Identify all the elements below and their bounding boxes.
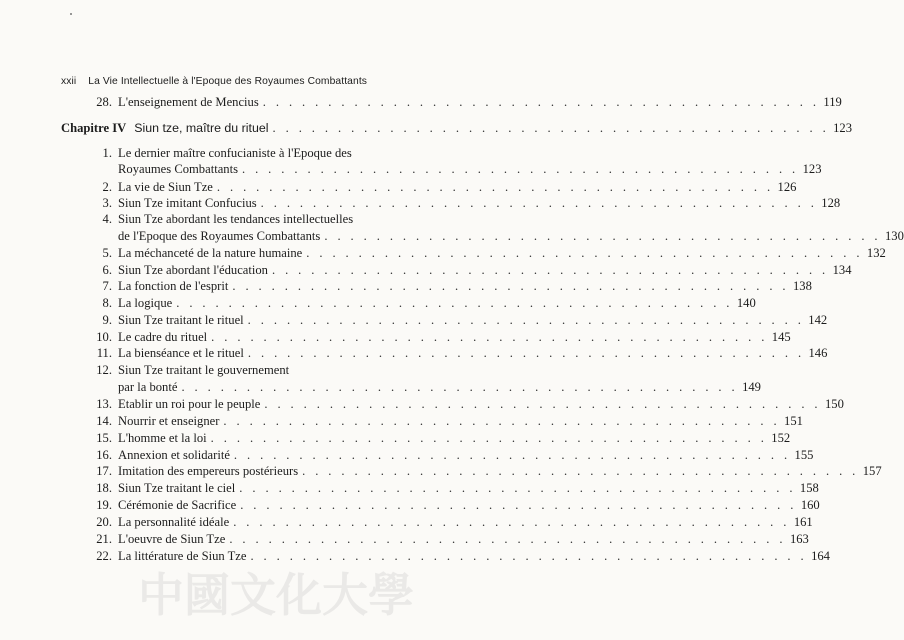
dot-leader: . . . . . . . . . . . . . . . . . . . . . . . . . . . . . . . . . . . . . . . . . . . (324, 229, 881, 243)
toc-entry-1 (102, 146, 391, 162)
toc-entry-title: Royaumes Combattants (118, 162, 238, 176)
toc-entry-page: 151 (784, 414, 803, 428)
dot-leader: . . . . . . . . . . . . . . . . . . . . . . . . . . . . . . . . . . . . . . . . . . . (210, 431, 768, 445)
header-running-title: La Vie Intellectuelle à l'Epoque des Royaumes Combattants (88, 76, 368, 87)
toc-entry-number: 7. (102, 279, 112, 293)
dot-leader: . . . . . . . . . . . . . . . . . . . . . . . . . . . . . . . . . . . . . . . . . . . (264, 397, 821, 411)
toc-entry-title: La personnalité idéale (118, 515, 230, 529)
dot-leader: . . . . . . . . . . . . . . . . . . . . . . . . . . . . . . . . . . . . . . . . . . . (223, 414, 781, 428)
toc-entry-13 (96, 397, 844, 413)
dot-leader: . . . . . . . . . . . . . . . . . . . . . . . . . . . . . . . . . . . . . . . . . . . (250, 549, 808, 563)
toc-entry-4 (102, 212, 391, 228)
dot-leader: . . . . . . . . . . . . . . . . . . . . . . . . . . . . . . . . . . . . . . . . . . . (241, 162, 799, 176)
toc-entry-title: L'oeuvre de Siun Tze (118, 532, 226, 546)
dot-leader: . . . . . . . . . . . . . . . . . . . . . . . . . . . . . . . . . . . . . . . . . . . (233, 515, 790, 529)
toc-entry-title: Imitation des empereurs postérieurs (118, 464, 299, 478)
dot-leader: . . . . . . . . . . . . . . . . . . . . . . . . . . . . . . . . . . . . . . . . . . . (239, 481, 796, 495)
toc-entry-20 (96, 515, 813, 531)
toc-entry-12 (96, 363, 391, 379)
toc-entry-5 (102, 246, 886, 262)
dot-leader: . . . . . . . . . . . . . . . . . . . . . . . . . . . . . . . . . . . . . . . . . . . (240, 498, 797, 512)
toc-entry-number: 28. (96, 95, 112, 109)
toc-entry-page: 150 (824, 397, 844, 411)
toc-entry-11 (96, 346, 828, 362)
toc-entry-18 (96, 481, 819, 497)
dot-leader: . . . . . . . . . . . . . . . . . . . . . . . . . . . . . . . . . . . . . . . . . . . (176, 296, 733, 310)
toc-entry-page: 161 (793, 515, 813, 529)
toc-entry-number: 10. (96, 330, 112, 344)
dot-leader: . . . . . . . . . . . . . . . . . . . . . . . . . . . . . . . . . . . . . . . . . . . (233, 448, 791, 462)
toc-entry-title: Etablir un roi pour le peuple (118, 397, 261, 411)
toc-entry-title: Cérémonie de Sacrifice (118, 498, 237, 512)
dot-leader: . . . . . . . . . . . . . . . . . . . . . . . . . . . . . . . . . . . . . . . . . . . (271, 263, 829, 277)
toc-entry-number: 17. (96, 464, 112, 478)
toc-entry-page: 152 (771, 431, 791, 445)
dot-leader: . . . . . . . . . . . . . . . . . . . . . . . . . . . . . . . . . . . . . . . . . . . (216, 180, 774, 194)
toc-entry-14 (96, 414, 803, 430)
toc-entry-number: 8. (102, 296, 112, 310)
toc-entry-number: 18. (96, 481, 112, 495)
toc-entry-title: La littérature de Siun Tze (118, 549, 247, 563)
dot-leader: . . . . . . . . . . . . . . . . . . . . . . . . . . . . . . . . . . . . . . . . . . . (262, 95, 820, 109)
toc-entry-title: Nourrir et enseigner (118, 414, 220, 428)
ink-speck (70, 13, 72, 15)
chapter-label: Chapitre IV (61, 121, 127, 135)
toc-entry-page: 132 (866, 246, 886, 260)
dot-leader: . . . . . . . . . . . . . . . . . . . . . . . . . . . . . . . . . . . . . . . . . . . (302, 464, 859, 478)
toc-entry-page: 130 (884, 229, 904, 243)
toc-entry-page: 145 (771, 330, 791, 344)
toc-entry-15 (96, 431, 791, 447)
toc-entry-page: 138 (792, 279, 812, 293)
toc-entry-page: 149 (742, 380, 761, 394)
toc-entry-title: Siun Tze imitant Confucius (118, 196, 257, 210)
toc-entry-page: 146 (808, 346, 828, 360)
dot-leader: . . . . . . . . . . . . . . . . . . . . . . . . . . . . . . . . . . . . . . . . . . . (247, 313, 805, 327)
toc-entry-12-continued (118, 380, 761, 396)
toc-entry-page: 128 (821, 196, 841, 210)
toc-entry-number: 3. (102, 196, 112, 210)
toc-entry-title: La fonction de l'esprit (118, 279, 229, 293)
toc-entry-page: 142 (808, 313, 828, 327)
toc-entry-number: 21. (96, 532, 112, 546)
toc-entry-number: 15. (96, 431, 112, 445)
toc-entry-17 (96, 464, 882, 480)
dot-leader: . . . . . . . . . . . . . . . . . . . . . . . . . . . . . . . . . . . . . . . . . . . (232, 279, 789, 293)
header-page-number: xxii (61, 76, 77, 87)
running-header (61, 76, 391, 87)
toc-entry-8 (102, 296, 756, 312)
toc-entry-number: 6. (102, 263, 112, 277)
toc-entry-4-continued (118, 229, 904, 245)
university-watermark: 中國文化大學 (138, 568, 414, 622)
toc-entry-title: La bienséance et le rituel (118, 346, 244, 360)
toc-entry-title: Le dernier maître confucianiste à l'Epoque des (118, 146, 352, 160)
toc-entry-title: L'homme et la loi (118, 431, 207, 445)
toc-entry-10 (96, 330, 791, 346)
dot-leader: . . . . . . . . . . . . . . . . . . . . . . . . . . . . . . . . . . . . . . . . . . . (247, 346, 805, 360)
toc-entry-number: 14. (96, 414, 112, 428)
toc-entry-title: Siun Tze abordant les tendances intellectuelles (118, 212, 354, 226)
toc-entry-page: 119 (823, 95, 842, 109)
toc-entry-page: 163 (789, 532, 809, 546)
toc-entry-number: 1. (102, 146, 112, 160)
toc-entry-number: 20. (96, 515, 112, 529)
toc-entry-page: 164 (811, 549, 830, 563)
toc-entry-number: 11. (96, 346, 112, 360)
toc-entry-6 (102, 263, 852, 279)
toc-entry-19 (96, 498, 820, 514)
toc-entry-title: Annexion et solidarité (118, 448, 230, 462)
toc-entry-number: 5. (102, 246, 112, 260)
toc-entry-title: Siun Tze traitant le ciel (118, 481, 236, 495)
toc-entry-1-continued (118, 162, 822, 178)
toc-entry-title: par la bonté (118, 380, 178, 394)
toc-entry-title: La logique (118, 296, 173, 310)
chapter-page: 123 (833, 121, 853, 135)
dot-leader: . . . . . . . . . . . . . . . . . . . . . . . . . . . . . . . . . . . . . . . . . . . (229, 532, 786, 546)
toc-entry-title: Le cadre du rituel (118, 330, 208, 344)
toc-entry-page: 158 (799, 481, 819, 495)
toc-entry-9 (102, 313, 828, 329)
toc-entry-title: Siun Tze traitant le rituel (118, 313, 244, 327)
toc-entry-22 (96, 549, 830, 565)
toc-entry-number: 2. (102, 180, 112, 194)
toc-entry-number: 12. (96, 363, 112, 377)
dot-leader: . . . . . . . . . . . . . . . . . . . . . . . . . . . . . . . . . . . . . . . . . . . (181, 380, 739, 394)
toc-entry-title: Siun Tze traitant le gouvernement (118, 363, 290, 377)
toc-entry-title: de l'Epoque des Royaumes Combattants (118, 229, 321, 243)
toc-entry-title: La vie de Siun Tze (118, 180, 213, 194)
toc-entry-number: 22. (96, 549, 112, 563)
toc-entry-21 (96, 532, 809, 548)
toc-entry-page: 160 (800, 498, 820, 512)
dot-leader: . . . . . . . . . . . . . . . . . . . . . . . . . . . . . . . . . . . . . . . . . . . (272, 121, 830, 135)
toc-entry-number: 13. (96, 397, 112, 411)
dot-leader: . . . . . . . . . . . . . . . . . . . . . . . . . . . . . . . . . . . . . . . . . . . (260, 196, 818, 210)
toc-entry-page: 140 (736, 296, 756, 310)
chapter-title: Siun tze, maître du rituel (134, 121, 269, 135)
toc-chapter-4 (61, 121, 853, 137)
dot-leader: . . . . . . . . . . . . . . . . . . . . . . . . . . . . . . . . . . . . . . . . . . . (211, 330, 768, 344)
toc-entry-28 (96, 95, 842, 111)
toc-entry-page: 126 (777, 180, 797, 194)
toc-entry-page: 155 (794, 448, 814, 462)
toc-entry-title: Siun Tze abordant l'éducation (118, 263, 268, 277)
toc-entry-number: 4. (102, 212, 112, 226)
toc-entry-16 (96, 448, 814, 464)
dot-leader: . . . . . . . . . . . . . . . . . . . . . . . . . . . . . . . . . . . . . . . . . . . (306, 246, 863, 260)
toc-entry-3 (102, 196, 841, 212)
toc-entry-title: La méchanceté de la nature humaine (118, 246, 303, 260)
toc-entry-page: 134 (832, 263, 852, 277)
toc-entry-number: 9. (102, 313, 112, 327)
toc-entry-number: 19. (96, 498, 112, 512)
toc-entry-title: L'enseignement de Mencius (118, 95, 259, 109)
toc-entry-number: 16. (96, 448, 112, 462)
toc-entry-page: 157 (862, 464, 882, 478)
toc-entry-2 (102, 180, 797, 196)
toc-entry-7 (102, 279, 812, 295)
toc-entry-page: 123 (802, 162, 822, 176)
